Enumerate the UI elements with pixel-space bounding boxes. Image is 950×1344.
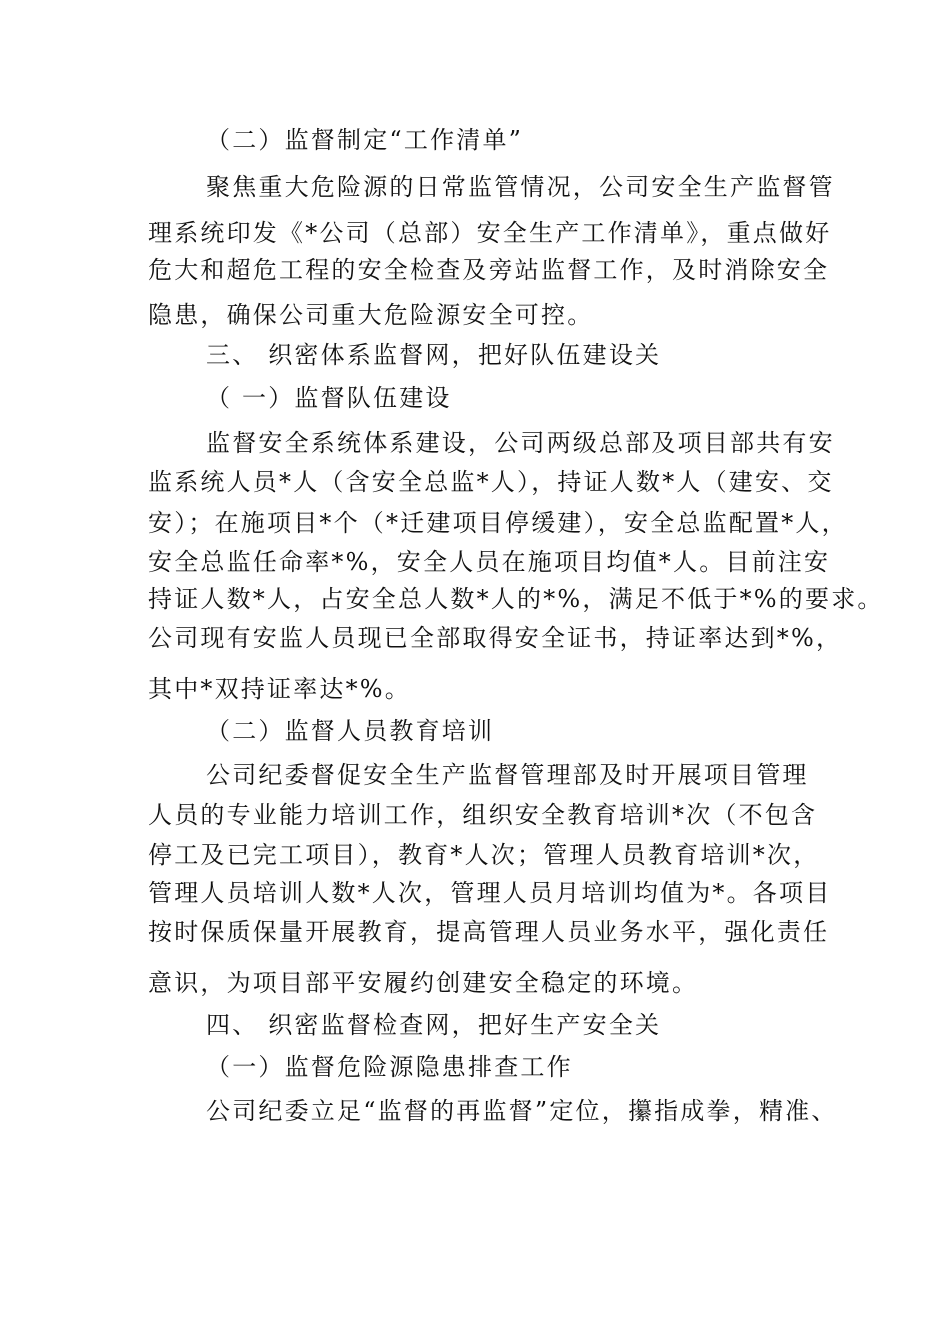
section-heading-three: 三、 织密体系监督网，把好队伍建设关 xyxy=(206,341,662,369)
paragraph-line: 按时保质保量开展教育，提高管理人员业务水平，强化责任 xyxy=(148,918,830,946)
paragraph-line: 公司纪委督促安全生产监督管理部及时开展项目管理 xyxy=(206,761,809,789)
paragraph-line: 人员的专业能力培训工作，组织安全教育培训*次（不包含 xyxy=(148,801,818,829)
paragraph-line: 理系统印发《*公司（总部）安全生产工作清单》，重点做好 xyxy=(148,219,832,247)
subheading-work-list: （二）监督制定“工作清单” xyxy=(206,126,524,154)
paragraph-line: 安全总监任命率*%，安全人员在施项目均值*人。目前注安 xyxy=(148,548,831,576)
paragraph-line: 隐患，确保公司重大危险源安全可控。 xyxy=(148,301,594,329)
paragraph-line: 其中*双持证率达*%。 xyxy=(148,675,412,703)
subheading-hazard-check: （一）监督危险源隐患排查工作 xyxy=(206,1053,573,1081)
paragraph-line: 监系统人员*人（含安全总监*人），持证人数*人（建安、交 xyxy=(148,468,834,496)
paragraph-line: 意识，为项目部平安履约创建安全稳定的环境。 xyxy=(148,969,699,997)
subheading-training: （二）监督人员教育培训 xyxy=(206,717,495,745)
paragraph-line: 公司纪委立足“监督的再监督”定位，攥指成拳，精准、 xyxy=(206,1097,838,1125)
paragraph-line: 管理人员培训人数*人次，管理人员月培训均值为*。各项目 xyxy=(148,879,832,907)
paragraph-line: 持证人数*人，占安全总人数*人的*%，满足不低于*%的要求。 xyxy=(148,585,884,613)
paragraph-line: 安）；在施项目*个（*迁建项目停缓建），安全总监配置*人， xyxy=(148,509,848,537)
section-heading-four: 四、 织密监督检查网，把好生产安全关 xyxy=(206,1011,662,1039)
paragraph-line: 危大和超危工程的安全检查及旁站监督工作，及时消除安全 xyxy=(148,256,830,284)
paragraph-line: 停工及已完工项目），教育*人次；管理人员教育培训*次， xyxy=(148,841,820,869)
subheading-team-building: （ 一）监督队伍建设 xyxy=(206,384,452,412)
paragraph-line: 聚焦重大危险源的日常监管情况，公司安全生产监督管 xyxy=(206,173,835,201)
paragraph-line: 公司现有安监人员现已全部取得安全证书，持证率达到*%， xyxy=(148,624,843,652)
paragraph-line: 监督安全系统体系建设，公司两级总部及项目部共有安 xyxy=(206,429,835,457)
